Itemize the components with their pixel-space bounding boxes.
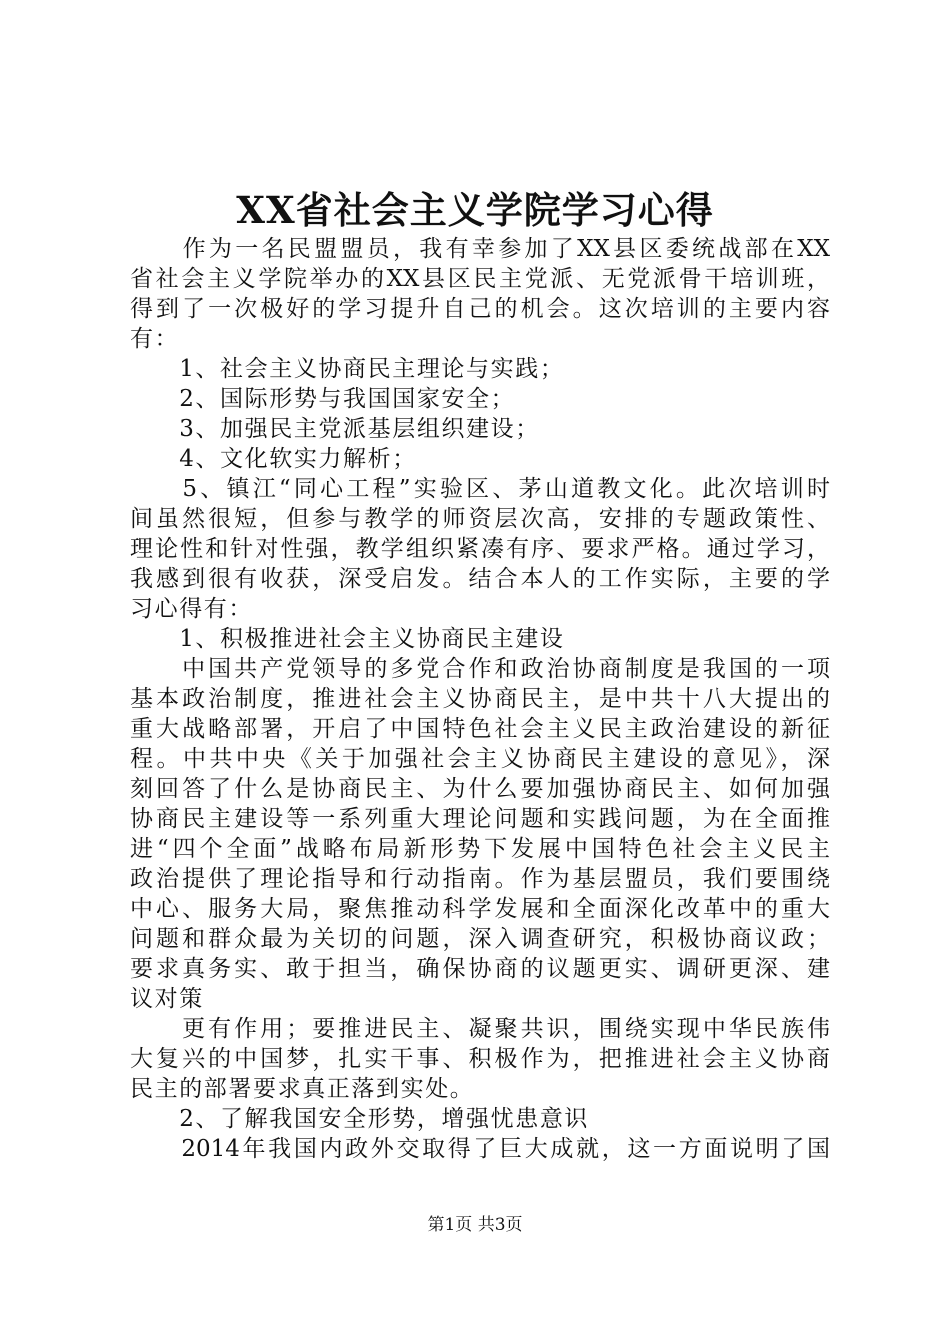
text-line: 得到了一次极好的学习提升自己的机会。这次培训的主要内容 — [130, 296, 830, 322]
text-line: 3、加强民主党派基层组织建设； — [130, 416, 540, 442]
page-footer: 第1页 共3页 — [427, 1215, 523, 1235]
text-line: 更有作用；要推进民主、凝聚共识，围绕实现中华民族伟 — [130, 1016, 830, 1042]
text-line: 程。中共中央《关于加强社会主义协商民主建设的意见》，深 — [130, 746, 830, 772]
text-line: 中心、服务大局，聚焦推动科学发展和全面深化改革中的重大 — [130, 896, 830, 922]
text-line: 作为一名民盟盟员，我有幸参加了XX县区委统战部在XX — [130, 236, 830, 262]
text-line: 5、镇江“同心工程”实验区、茅山道教文化。此次培训时 — [130, 476, 830, 502]
text-line: 2、国际形势与我国国家安全； — [130, 386, 516, 412]
text-line: 进“四个全面”战略布局新形势下发展中国特色社会主义民主 — [130, 836, 830, 862]
text-line: 中国共产党领导的多党合作和政治协商制度是我国的一项 — [130, 656, 830, 682]
text-line: 有： — [130, 326, 180, 352]
text-line: 重大战略部署，开启了中国特色社会主义民主政治建设的新征 — [130, 716, 830, 742]
text-line: 民主的部署要求真正落到实处。 — [130, 1076, 475, 1102]
text-line: 2、了解我国安全形势，增强忧患意识 — [130, 1106, 590, 1132]
text-line: 1、社会主义协商民主理论与实践； — [130, 356, 565, 382]
document-body — [130, 234, 830, 1164]
text-line: 基本政治制度，推进社会主义协商民主，是中共十八大提出的 — [130, 686, 830, 712]
text-line: 刻回答了什么是协商民主、为什么要加强协商民主、如何加强 — [130, 776, 830, 802]
text-line: 习心得有： — [130, 596, 253, 622]
document-title: XX省社会主义学院学习心得 — [236, 188, 714, 232]
text-line: 省社会主义学院举办的XX县区民主党派、无党派骨干培训班， — [130, 266, 830, 292]
text-line: 4、文化软实力解析； — [130, 446, 417, 472]
text-line: 2014年我国内政外交取得了巨大成就，这一方面说明了国 — [130, 1136, 830, 1162]
text-line: 政治提供了理论指导和行动指南。作为基层盟员，我们要围绕 — [130, 866, 830, 892]
text-line: 协商民主建设等一系列重大理论问题和实践问题，为在全面推 — [130, 806, 830, 832]
text-line: 1、积极推进社会主义协商民主建设 — [130, 626, 565, 652]
text-line: 议对策 — [130, 986, 204, 1012]
text-line: 间虽然很短，但参与教学的师资层次高，安排的专题政策性、 — [130, 506, 830, 532]
text-line: 我感到很有收获，深受启发。结合本人的工作实际，主要的学 — [130, 566, 830, 592]
text-line: 大复兴的中国梦，扎实干事、积极作为，把推进社会主义协商 — [130, 1046, 830, 1072]
text-line: 问题和群众最为关切的问题，深入调查研究，积极协商议政； — [130, 926, 830, 952]
text-line: 要求真务实、敢于担当，确保协商的议题更实、调研更深、建 — [130, 956, 830, 982]
text-line: 理论性和针对性强，教学组织紧凑有序、要求严格。通过学习， — [130, 536, 830, 562]
